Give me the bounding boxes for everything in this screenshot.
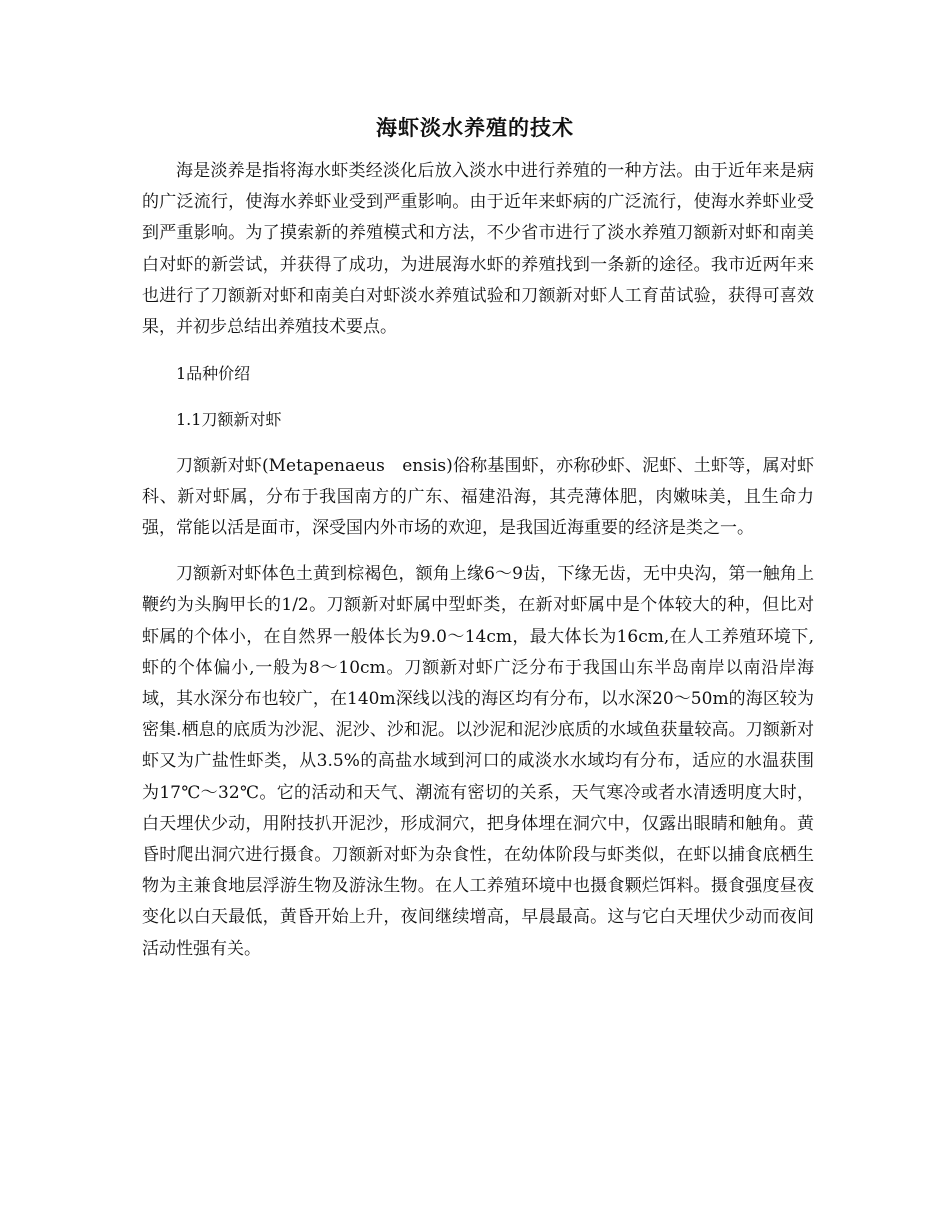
species-paragraph-1: 刀额新对虾(Metapenaeus ensis)俗称基围虾，亦称砂虾、泥虾、土虾等，属对虾科、新对虾属，分布于我国南方的广东、福建沿海，其壳薄体肥，肉嫩味美，且生命力强，常能以活是面市，深受国内外市场的欢迎，是我国近海重要的经济是类之一。 bbox=[142, 455, 814, 539]
intro-paragraph: 海是淡养是指将海水虾类经淡化后放入淡水中进行养殖的一种方法。由于近年来是病的广泛流行，使海水养虾业受到严重影响。由于近年来虾病的广泛流行，使海水养虾业受到严重影响。为了摸索新的养殖模式和方法，不少省市进行了淡水养殖刀额新对虾和南美白对虾的新尝试，并获得了成功，为进展海水虾的养殖找到一条新的途径。我市近两年来也进行了刀额新对虾和南美白对虾淡水养殖试验和刀额新对虾人工育苗试验，获得可喜效果，并初步总结出养殖技术要点。 bbox=[142, 161, 814, 338]
document-title: 海虾淡水养殖的技术 bbox=[376, 115, 574, 140]
section-heading-1: 1品种价绍 bbox=[176, 364, 251, 384]
species-paragraph-2: 刀额新对虾体色土黄到棕褐色，额角上缘6～9齿，下缘无齿，无中央沟，第一触角上鞭约为头胸甲长的1/2。刀额新对虾属中型虾类，在新对虾属中是个体较大的种，但比对虾属的个体小，在自然界一般体长为9.0～14cm，最大体长为16cm,在人工养殖环境下,虾的个体偏小,一般为8～10cm。刀额新对虾广泛分布于我国山东半岛南岸以南沿岸海域，其水深分布也较广，在140m深线以浅的海区均有分布，以水深20～50m的海区较为密集.栖息的底质为沙泥、泥沙、沙和泥。以沙泥和泥沙底质的水域鱼获量较高。刀额新对虾又为广盐性虾类，从3.5%的高盐水域到河口的咸淡水水域均有分布，适应的水温获围为17℃～32℃。它的活动和天气、潮流有密切的关系，天气寒冷或者水清透明度大时，白天埋伏少动，用附技扒开泥沙，形成洞穴，把身体埋在洞穴中，仅露出眼睛和触角。黄昏时爬出洞穴进行摄食。刀额新对虾为杂食性，在幼体阶段与虾类似，在虾以捕食底栖生物为主兼食地层浮游生物及游泳生物。在人工养殖环境中也摄食颗烂饵料。摄食强度昼夜变化以白天最低，黄昏开始上升，夜间继续增高，早晨最高。这与它白天埋伏少动而夜间活动性强有关。 bbox=[142, 564, 814, 959]
subsection-heading-1-1: 1.1刀额新对虾 bbox=[176, 410, 282, 430]
document-body bbox=[142, 156, 814, 965]
